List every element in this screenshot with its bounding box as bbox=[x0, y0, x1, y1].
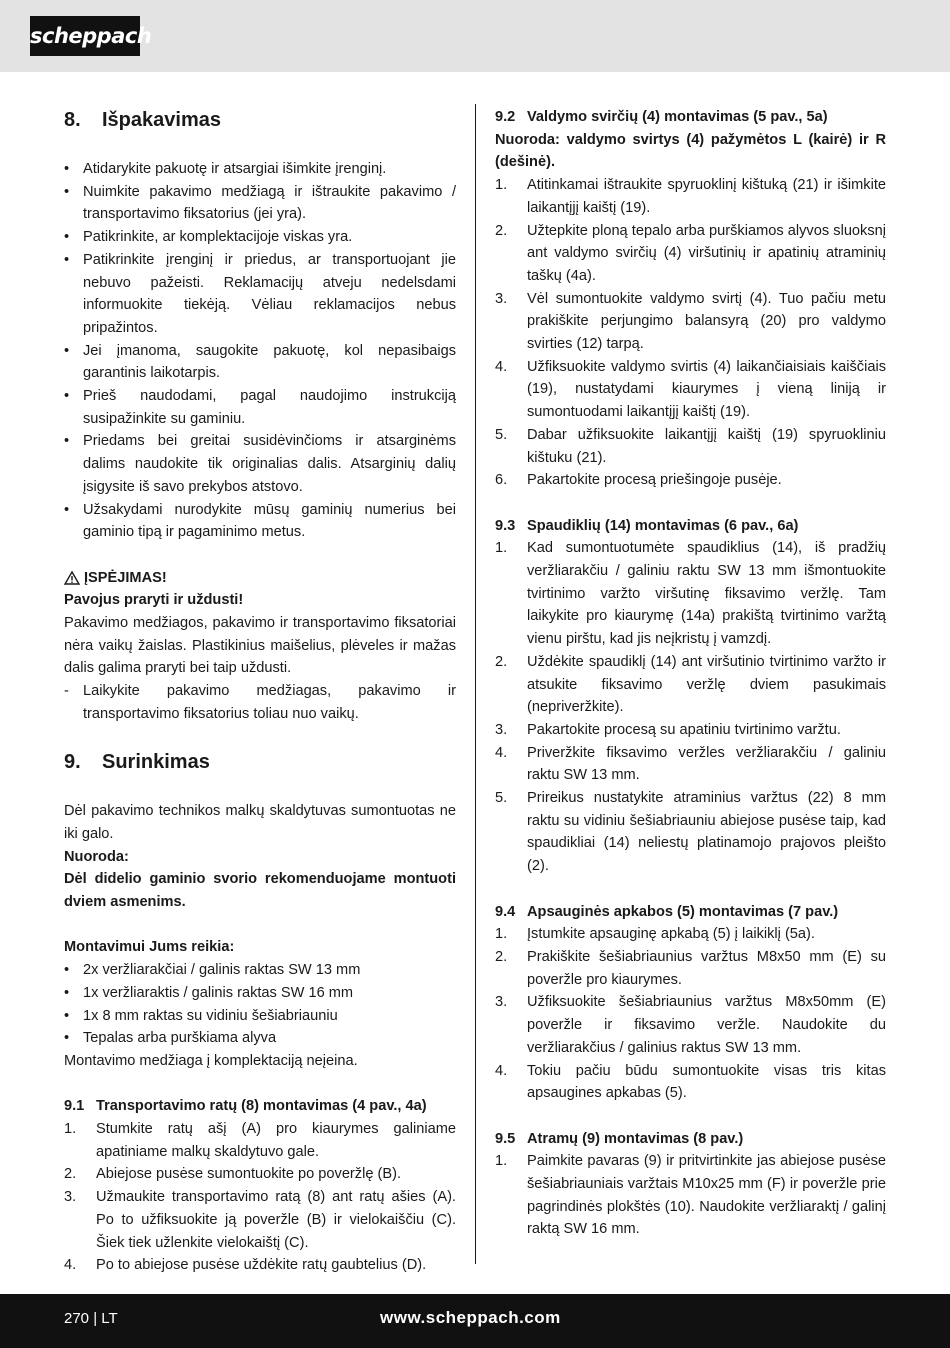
tools-needed-footer: Montavimo medžiaga į komplektaciją neįeina. bbox=[64, 1052, 358, 1069]
list-item: 5. Dabar užfiksuokite laikantįjį kaištį (19) spyruokliniu kištuku (21). bbox=[495, 426, 886, 466]
section-9-1-heading: 9.1 Transportavimo ratų (8) montavimas (4 pav., 4a) bbox=[64, 1098, 427, 1115]
tools-needed-title: Montavimui Jums reikia: bbox=[64, 939, 235, 956]
list-item: 1. Paimkite pavaras (9) ir pritvirtinkite jas abiejose pusėse šešiabriauniais varžtais M10x25 mm (F) ir poveržle prie pagrindinės plokštės (10). Naudokite veržliaraktį / galinį raktą SW 16 mm. bbox=[495, 1153, 886, 1238]
column-divider bbox=[475, 104, 476, 1264]
section-9-2-note: Nuoroda: valdymo svirtys (4) pažymėtos L (kairė) ir R (dešinė). bbox=[495, 131, 886, 171]
list-item: • Patikrinkite, ar komplektacijoje viskas yra. bbox=[64, 229, 353, 246]
list-item: 4. Priveržkite fiksavimo veržles veržliarakčiu / galiniu raktu SW 13 mm. bbox=[495, 744, 886, 784]
list-item: • Priedams bei greitai susidėvinčioms ir atsarginėms dalims naudokite tik originalias dalis. Atsarginių dalių įsigysite iš savo prekybos atstovo. bbox=[64, 433, 456, 495]
list-item: • 1x 8 mm raktas su vidiniu šešiabriauniu bbox=[64, 1007, 338, 1024]
section-9-heading: 9. Surinkimas bbox=[64, 748, 456, 776]
note-label: Nuoroda: bbox=[64, 848, 129, 865]
tools-needed-list bbox=[64, 959, 456, 1050]
warning-triangle-icon bbox=[64, 571, 80, 585]
page-header bbox=[0, 0, 950, 72]
list-item: 2. Abiejose pusėse sumontuokite po poveržlę (B). bbox=[64, 1166, 402, 1183]
list-item: 3. Vėl sumontuokite valdymo svirtį (4). Tuo pačiu metu prakiškite perjungimo balansyrą (20) pro valdymo svirties (12) tarpą. bbox=[495, 290, 886, 353]
warning-text: Pakavimo medžiagos, pakavimo ir transportavimo fiksatoriai nėra vaikų žaislas. Plastikinius maišelius, plėveles ir mažas dalis galima praryti bei taip uždusti. bbox=[64, 615, 456, 677]
list-item: 4. Užfiksuokite valdymo svirtis (4) laikančiaisiais kaiščiais (19), nustatydami kiaurymes į vieną liniją ir sumontuodami laikantįjį kaištį (19). bbox=[495, 358, 886, 421]
list-item: 2. Uždėkite spaudiklį (14) ant viršutinio tvirtinimo varžto ir atsukite fiksavimo veržlę dviem pasukimais (nepriveržkite). bbox=[495, 653, 886, 716]
website-url[interactable]: www.scheppach.com bbox=[380, 1308, 561, 1327]
section-9-4-heading: 9.4 Apsauginės apkabos (5) montavimas (7 pav.) bbox=[495, 903, 839, 920]
list-item: 3. Užmaukite transportavimo ratą (8) ant ratų ašies (A). Po to užfiksuokite ją poveržle (B) ir vielokaiščiu (C). Šiek tiek užlenkite vielokaištį (C). bbox=[64, 1189, 456, 1251]
right-column bbox=[495, 106, 886, 1241]
list-item: • Jei įmanoma, saugokite pakuotę, kol nepasibaigs garantinis laikotarpis. bbox=[64, 342, 456, 382]
list-item: • 2x veržliarakčiai / galinis raktas SW 13 mm bbox=[64, 962, 361, 979]
section-8-title: Išpakavimas bbox=[102, 109, 221, 131]
warning-subtitle: Pavojus praryti ir uždusti! bbox=[64, 592, 244, 609]
warning-heading bbox=[64, 567, 456, 590]
list-item: 2. Užtepkite ploną tepalo arba purškiamos alyvos sluoksnį ant valdymo svirčių (4) viršutinių ir apatinių atraminių taškų (4a). bbox=[495, 222, 886, 284]
list-item: 1. Įstumkite apsauginę apkabą (5) į laikiklį (5a). bbox=[495, 926, 815, 943]
list-item: • Patikrinkite įrenginį ir priedus, ar transportuojant jie nebuvo pažeisti. Reklamacijų atveju nedelsdami informuokite tiekėją. Vėliau reklamacijos nebus pripažintos. bbox=[64, 251, 456, 336]
list-item: 3. Pakartokite procesą su apatiniu tvirtinimo varžtu. bbox=[495, 721, 841, 738]
left-column bbox=[64, 106, 456, 1277]
list-item: 1. Stumkite ratų ašį (A) pro kiaurymes galiniame apatiniame malkų skaldytuvo gale. bbox=[64, 1121, 456, 1160]
list-item: 6. Pakartokite procesą priešingoje pusėje. bbox=[495, 472, 782, 489]
list-item: • 1x veržliaraktis / galinis raktas SW 16 mm bbox=[64, 984, 354, 1001]
list-item: • Nuimkite pakavimo medžiagą ir ištraukite pakavimo / transportavimo fiksatorius (jei yra). bbox=[64, 183, 456, 223]
list-item: 4. Tokiu pačiu būdu sumontuokite visas tris kitas apsaugines apkabas (5). bbox=[495, 1062, 886, 1102]
list-item: 4. Po to abiejose pusėse uždėkite ratų gaubtelius (D). bbox=[64, 1257, 427, 1274]
list-item: • Prieš naudodami, pagal naudojimo instrukciją susipažinkite su gaminiu. bbox=[64, 388, 456, 427]
section-9-5-heading: 9.5 Atramų (9) montavimas (8 pav.) bbox=[495, 1130, 744, 1147]
list-item: 1. Kad sumontuotumėte spaudiklius (14), iš pradžių veržliarakčiu / galiniu raktu SW 13 mm išmontuokite tvirtinimo varžto viršutinę fiksavimo veržlę. Tam laikykite pro kiaurymę (14a) prakištą tvirtinimo varžtą vienu pirštu, kad jis neįkristų į vamzdį. bbox=[495, 540, 886, 648]
warning-dash-list bbox=[64, 680, 456, 725]
list-item: 1. Atitinkamai ištraukite spyruoklinį kištuką (21) ir išimkite laikantįjį kaištį (19). bbox=[495, 177, 886, 216]
page-footer bbox=[0, 1294, 950, 1348]
list-item: • Tepalas arba purškiama alyva bbox=[64, 1030, 277, 1047]
note-text: Dėl didelio gaminio svorio rekomenduojame montuoti dviem asmenims. bbox=[64, 871, 456, 911]
warning-title: ĮSPĖJIMAS! bbox=[84, 569, 167, 586]
list-item: • Užsakydami nurodykite mūsų gaminių numerius bei gaminio tipą ir pagaminimo metus. bbox=[64, 501, 456, 541]
section-9-2-heading: 9.2 Valdymo svirčių (4) montavimas (5 pav., 5a) bbox=[495, 109, 828, 125]
page-number: 270 | LT bbox=[64, 1310, 118, 1327]
section-9-2-steps bbox=[495, 174, 886, 492]
list-item: 2. Prakiškite šešiabriaunius varžtus M8x50 mm (E) su poveržle pro kiaurymes. bbox=[495, 948, 886, 988]
list-item: - Laikykite pakavimo medžiagas, pakavimo ir transportavimo fiksatorius toliau nuo vaikų. bbox=[64, 683, 456, 722]
unpacking-list bbox=[64, 158, 456, 544]
list-item: • Atidarykite pakuotę ir atsargiai išimkite įrenginį. bbox=[64, 161, 387, 177]
list-item: 5. Prireikus nustatykite atraminius varžtus (22) 8 mm raktu su vidiniu šešiabriauniu abiejose pusėse taip, kad spaudikliai (14) neliestų platinamojo prajovos pleišto (2). bbox=[495, 790, 886, 875]
section-9-title: Surinkimas bbox=[102, 751, 210, 774]
section-9-5-steps bbox=[495, 1150, 886, 1241]
section-9-4-steps bbox=[495, 923, 886, 1105]
section-9-3-steps bbox=[495, 537, 886, 878]
list-item: 3. Užfiksuokite šešiabriaunius varžtus M8x50mm (E) poveržle ir fiksavimo veržle. Naudokite du veržliarakčius / galinius raktus SW 13 mm. bbox=[495, 994, 886, 1056]
section-9-1-steps bbox=[64, 1118, 456, 1277]
scheppach-logo: scheppach bbox=[30, 16, 140, 56]
assembly-intro: Dėl pakavimo technikos malkų skaldytuvas sumontuotas ne iki galo. bbox=[64, 803, 456, 842]
section-8-heading: 8. Išpakavimas bbox=[64, 106, 456, 134]
section-9-3-heading: 9.3 Spaudiklių (14) montavimas (6 pav., 6a) bbox=[495, 517, 799, 534]
